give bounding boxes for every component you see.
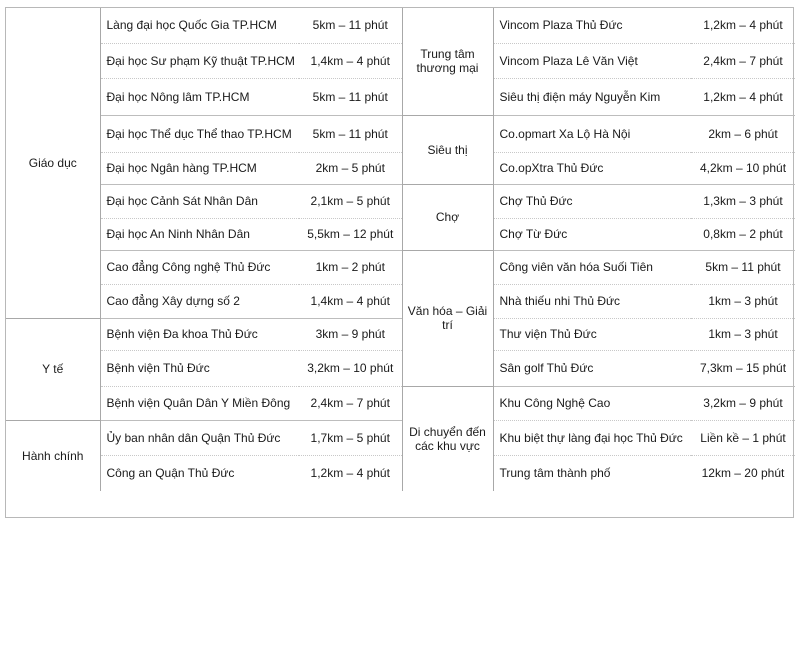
place-distance: 3km – 9 phút	[299, 318, 402, 350]
place-distance: 3,2km – 10 phút	[299, 350, 402, 386]
place-name: Công viên văn hóa Suối Tiên	[493, 250, 691, 284]
place-name: Cao đẳng Công nghệ Thủ Đức	[100, 250, 299, 284]
table-row	[6, 559, 795, 595]
place-name: Khu biệt thự làng đại học Thủ Đức	[493, 420, 691, 455]
category-cell: Giáo dục	[6, 8, 100, 318]
place-distance: 0,8km – 2 phút	[691, 218, 795, 250]
table-row	[6, 250, 795, 284]
place-distance: 2,4km – 7 phút	[299, 386, 402, 420]
place-name: Vincom Plaza Lê Văn Việt	[493, 43, 691, 78]
amenities-table-frame	[5, 7, 794, 518]
place-name: Công an Quận Thủ Đức	[100, 455, 299, 491]
place-name: Đại học Thể dục Thể thao TP.HCM	[100, 115, 299, 152]
place-distance: Liền kề – 1 phút	[691, 420, 795, 455]
table-row	[6, 43, 795, 78]
category-cell: Siêu thị	[402, 115, 493, 184]
category-cell: Hành chính	[22, 448, 84, 463]
place-distance: 4,2km – 10 phút	[691, 152, 795, 184]
category-cell: Y tế	[6, 318, 100, 420]
table-row	[6, 523, 795, 559]
place-distance: 3,2km – 9 phút	[691, 386, 795, 420]
place-name: Đại học Cảnh Sát Nhân Dân	[100, 184, 299, 218]
table-row	[6, 218, 795, 250]
place-name: Nhà thiếu nhi Thủ Đức	[493, 284, 691, 318]
place-name: Bệnh viện Quân Dân Y Miền Đông	[100, 386, 299, 420]
place-distance: 5km – 11 phút	[312, 18, 388, 33]
place-distance: 1,4km – 4 phút	[299, 284, 402, 318]
place-distance: 1km – 3 phút	[691, 318, 795, 350]
category-cell: Văn hóa – Giải trí	[402, 250, 493, 386]
table-row	[6, 284, 795, 318]
place-distance: 1km – 2 phút	[299, 250, 402, 284]
place-name: Bệnh viện Thủ Đức	[100, 350, 299, 386]
place-distance: 1,2km – 4 phút	[691, 78, 795, 115]
place-distance: 12km – 20 phút	[691, 455, 795, 491]
place-distance: 1,3km – 3 phút	[691, 184, 795, 218]
place-distance: 2,4km – 7 phút	[691, 43, 795, 78]
place-name: Co.opXtra Thủ Đức	[493, 152, 691, 184]
place-name: Đại học An Ninh Nhân Dân	[100, 218, 299, 250]
place-distance: 2km – 6 phút	[691, 115, 795, 152]
place-distance: 5km – 11 phút	[299, 115, 402, 152]
table-row	[6, 78, 795, 115]
place-distance: 1km – 3 phút	[691, 284, 795, 318]
place-name: Vincom Plaza Thủ Đức	[493, 8, 691, 43]
table-row	[6, 420, 795, 455]
table-row	[6, 491, 795, 523]
place-name: Cao đẳng Xây dựng số 2	[100, 284, 299, 318]
place-name: Chợ Từ Đức	[493, 218, 691, 250]
place-distance: 2,1km – 5 phút	[299, 184, 402, 218]
table-row	[6, 8, 795, 43]
category-cell: Chợ	[402, 184, 493, 250]
table-row	[6, 455, 795, 491]
place-name: Thư viện Thủ Đức	[493, 318, 691, 350]
table-row	[6, 628, 795, 661]
place-distance: 1,2km – 4 phút	[299, 455, 402, 491]
table-row	[6, 318, 795, 350]
place-name: Co.opmart Xa Lộ Hà Nội	[493, 115, 691, 152]
table-row	[6, 350, 795, 386]
place-distance: 7,3km – 15 phút	[691, 350, 795, 386]
table-row	[6, 184, 795, 218]
place-name: Đại học Ngân hàng TP.HCM	[100, 152, 299, 184]
category-cell: Trung tâm thương mại	[402, 8, 493, 115]
place-name: Ủy ban nhân dân Quận Thủ Đức	[100, 420, 299, 455]
amenities-table	[6, 8, 795, 661]
place-distance: 1,2km – 4 phút	[703, 18, 783, 33]
place-distance: 1,7km – 5 phút	[299, 420, 402, 455]
place-distance: 5km – 11 phút	[691, 250, 795, 284]
table-row	[6, 595, 795, 628]
table-row	[6, 386, 795, 420]
place-name: Khu Công Nghệ Cao	[493, 386, 691, 420]
place-name: Đại học Nông lâm TP.HCM	[100, 78, 299, 115]
place-name: Đại học Sư phạm Kỹ thuật TP.HCM	[100, 43, 299, 78]
table-row	[6, 115, 795, 152]
category-cell: Di chuyển đến các khu vực	[402, 386, 493, 491]
place-name: Làng đại học Quốc Gia TP.HCM	[100, 8, 299, 43]
place-name: Chợ Thủ Đức	[493, 184, 691, 218]
place-name: Bệnh viện Đa khoa Thủ Đức	[100, 318, 299, 350]
table-row	[6, 152, 795, 184]
place-distance: 5,5km – 12 phút	[299, 218, 402, 250]
place-name: Siêu thị điện máy Nguyễn Kim	[493, 78, 691, 115]
place-distance: 5km – 11 phút	[299, 78, 402, 115]
place-distance: 2km – 5 phút	[299, 152, 402, 184]
place-name: Trung tâm thành phố	[493, 455, 691, 491]
place-name: Sân golf Thủ Đức	[493, 350, 691, 386]
place-distance: 1,4km – 4 phút	[299, 43, 402, 78]
